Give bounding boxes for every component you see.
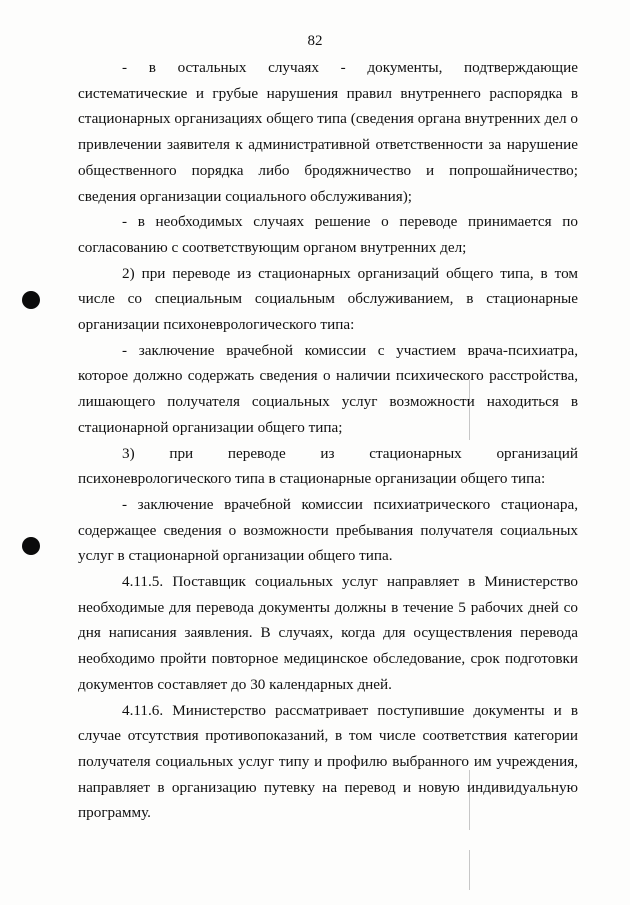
scan-artifact-line xyxy=(469,850,470,890)
paragraph-police-agreement: - в необходимых случаях решение о переводе принимается по согласованию с соответствующим органом внутренних дел; xyxy=(78,213,578,256)
punch-hole-bottom xyxy=(22,537,40,555)
paragraph-hospital-conclusion: - заключение врачебной комиссии психиатрического стационара, содержащее сведения о возможности пребывания получателя социальных услуг в стационарной организации общего типа. xyxy=(78,495,578,565)
paragraph-transfer-to-general: 3) при переводе из стационарных организаций психоневрологического типа в стационарные организации общего типа: xyxy=(78,444,578,488)
document-body xyxy=(78,55,578,826)
paragraph-4-11-5: 4.11.5. Поставщик социальных услуг направляет в Министерство необходимые для перевода документы должны в течение 5 рабочих дней со дня написания заявления. В случаях, когда для осуществления перевода необходимо пройти повторное медицинское обследование, срок подготовки документов составляет до 30 календарных дней. xyxy=(78,573,578,693)
punch-hole-top xyxy=(22,291,40,309)
paragraph-psychiatrist-conclusion: - заключение врачебной комиссии с участием врача-психиатра, которое должно содержать сведения о наличии психического расстройства, лишающего получателя социальных услуг возможности находиться в стационарной организации общего типа; xyxy=(78,341,578,436)
paragraph-4-11-6: 4.11.6. Министерство рассматривает поступившие документы и в случае отсутствия противопоказаний, в том числе соответствия категории получателя социальных услуг типу и профилю выбранного им учреждения, направляет в организацию путевку на перевод и новую индивидуальную программу. xyxy=(78,701,578,822)
page-number: 82 xyxy=(307,33,323,49)
paragraph-other-cases: - в остальных случаях - документы, подтверждающие систематические и грубые нарушения правил внутреннего распорядка в стационарных организациях общего типа (сведения органа внутренних дел о привлечении заявителя к административной ответственности за нарушение общественного порядка либо бродяжничество и попрошайничество; сведения организации социального обслуживания); xyxy=(78,59,578,205)
paragraph-transfer-to-psychoneurological: 2) при переводе из стационарных организаций общего типа, в том числе со специальным социальным обслуживанием, в стационарные организации психоневрологического типа: xyxy=(78,264,578,334)
